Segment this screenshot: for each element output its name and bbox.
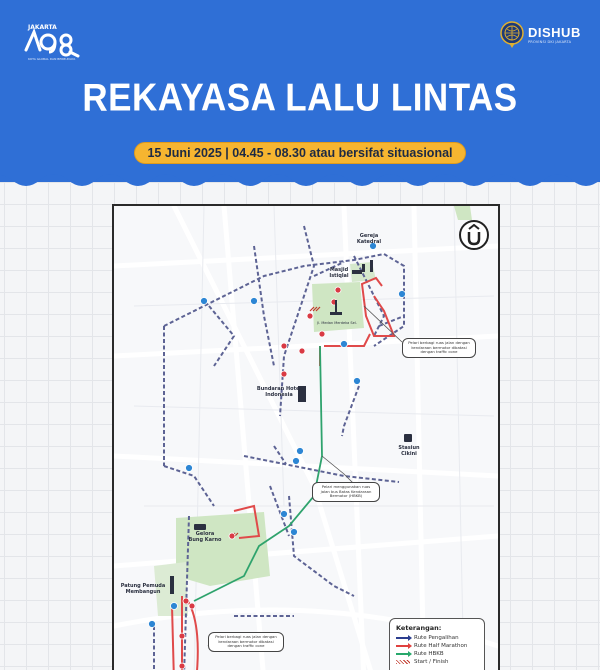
label-patung-pemuda: Patung Pemuda Membangun xyxy=(120,583,166,595)
north-arrow xyxy=(459,220,489,250)
marathon-arrow-icon xyxy=(396,645,410,647)
svg-text:JAKARTA: JAKARTA xyxy=(28,24,57,31)
dishub-name: DISHUB xyxy=(528,24,581,40)
scalloped-wave-divider xyxy=(0,170,600,192)
map-canvas xyxy=(114,206,498,670)
label-masjid-istiqlal: Masjid Istiqlal xyxy=(329,267,349,279)
jakarta-logo-icon xyxy=(20,20,82,64)
dishub-subtitle: PROVINSI DKI JAKARTA xyxy=(528,39,572,44)
note-hbkb-road: Pelari menggunakan ruas jalan bus Batas Kendaraan Bermotor (HBKB) xyxy=(312,482,380,502)
note-shared-road-south: Pelari berbagi ruas jalan dengan kendaraan bermotor dibatasi dengan traffic cone xyxy=(208,632,284,652)
date-time-badge: 15 Juni 2025 | 04.45 - 08.30 atau bersifat situasional xyxy=(134,142,466,164)
hbkb-arrow-icon xyxy=(396,653,410,655)
header-banner xyxy=(0,0,600,182)
note-shared-road-north: Pelari berbagi ruas jalan dengan kendaraan bermotor dibatasi dengan traffic cone xyxy=(402,338,476,358)
page-title: REKAYASA LALU LINTAS xyxy=(82,75,518,120)
jakarta-498-logo xyxy=(20,20,82,64)
legend-item-start-finish: Start / Finish xyxy=(396,658,478,666)
label-gelora-bung-karno: Gelora Bung Karno xyxy=(188,531,222,543)
start-finish-hatch-icon xyxy=(396,660,410,664)
legend-title: Keterangan: xyxy=(396,624,442,632)
traffic-map[interactable] xyxy=(112,204,500,670)
map-legend xyxy=(389,618,485,670)
detour-arrow-icon xyxy=(396,637,410,639)
dishub-emblem-icon xyxy=(500,21,524,49)
north-arrow-icon xyxy=(464,224,484,246)
svg-text:KOTA GLOBAL DAN BERBUDAYA: KOTA GLOBAL DAN BERBUDAYA xyxy=(28,57,76,61)
street-medan-merdeka: Jl. Medan Merdeka Sel. xyxy=(317,321,357,325)
label-bundaran-hi: Bundaran Hotel Indonesia xyxy=(256,386,302,398)
legend-item-hbkb: Rute HBKB xyxy=(396,650,478,658)
label-gereja-katedral: Gereja Katedral xyxy=(356,233,382,245)
legend-item-detour: Rute Pengalihan xyxy=(396,634,478,642)
label-stasiun-cikini: Stasiun Cikini xyxy=(398,445,420,457)
dishub-logo xyxy=(500,18,590,52)
legend-item-half-marathon: Rute Half Marathon xyxy=(396,642,478,650)
